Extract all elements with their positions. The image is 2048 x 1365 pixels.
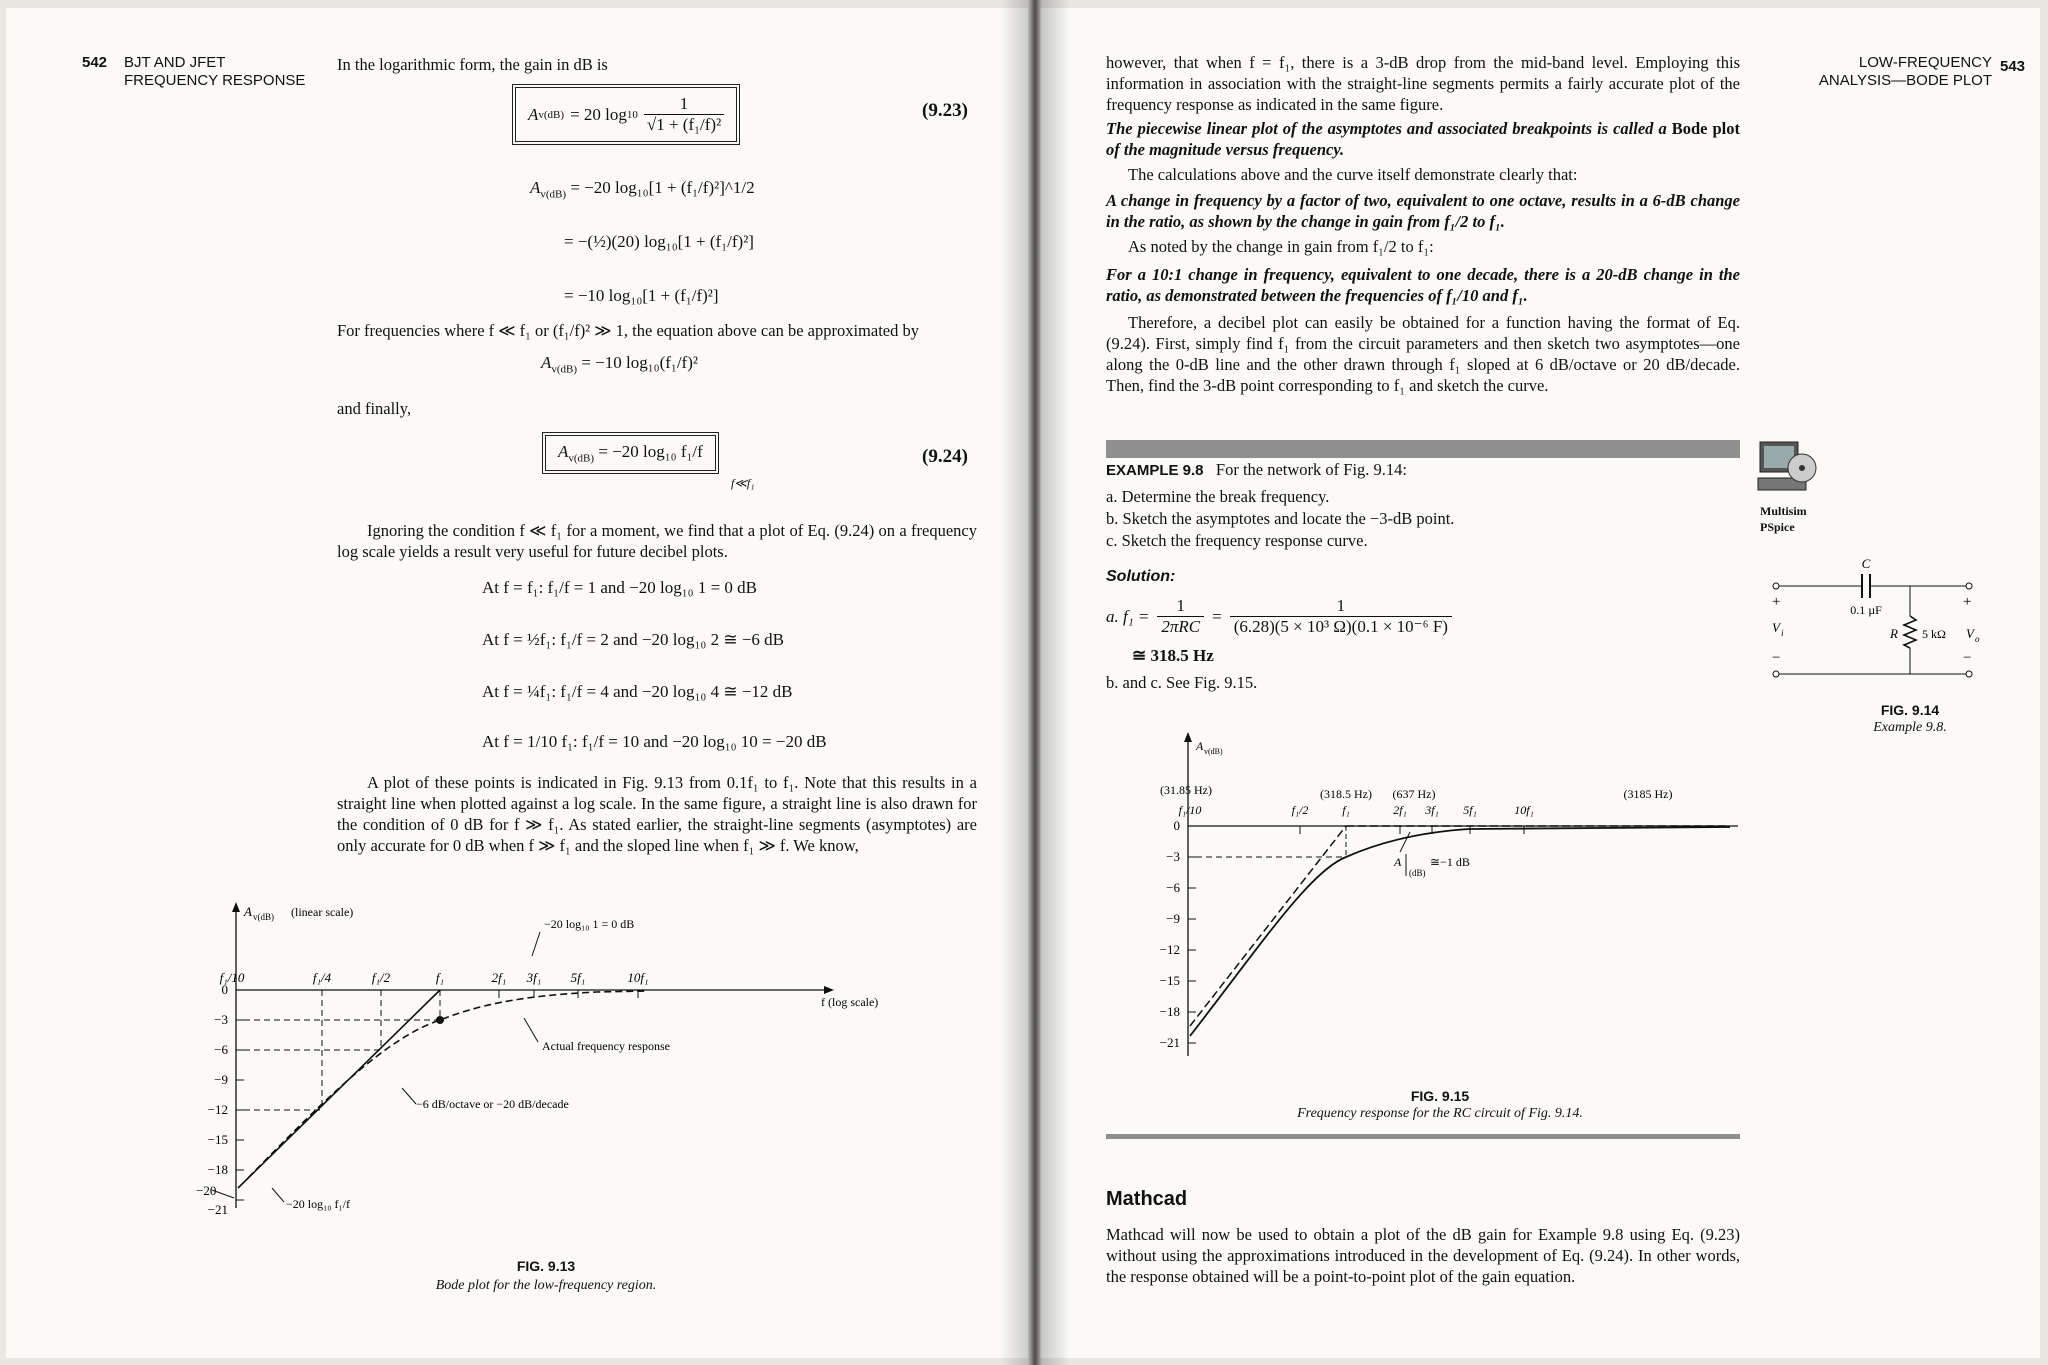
x-tick-label: f₁/10: [219, 970, 245, 985]
fig-9-13-caption-title: FIG. 9.13: [516, 1258, 576, 1274]
derivation-line-2: = −(½)(20) log₁₀[1 + (f₁/f)²]: [564, 232, 754, 251]
cap-label: C: [1861, 558, 1871, 571]
multisim-label: Multisim: [1760, 504, 1807, 518]
eq-symbol: A: [528, 104, 539, 124]
x-tick-label: 5f₁: [1463, 803, 1477, 817]
output-terminal-top: [1966, 583, 1972, 589]
eq-subscript: v(dB): [538, 108, 565, 121]
y-tick-extra: −20: [196, 1183, 217, 1198]
decade-statement: For a 10:1 change in frequency, equivalent to one decade, there is a 20-dB change in the ratio, as demonstrated between the frequencies of f₁/10 and f₁.: [1106, 265, 1740, 305]
annotation-leader: [272, 1188, 284, 1202]
annotation-value: ≅−1 dB: [1430, 855, 1470, 869]
section-divider: [1106, 1134, 1740, 1139]
cap-value: 0.1 µF: [1850, 603, 1882, 617]
y-tick-label: 0: [221, 982, 228, 997]
equation-9-23: A v(dB) = 20 log 10 $\frac{1}{\text{√1 + (f₁/f)²}}$: [512, 84, 740, 145]
y-label-sub: v(dB): [1204, 747, 1223, 756]
annotation-av-sub: (dB): [1409, 868, 1426, 878]
eq-denominator: √1 + (f₁/f)²: [644, 114, 724, 135]
annotation-leader: [532, 932, 540, 956]
equation-number-9-23: (9.23): [922, 100, 968, 121]
res-value: 5 kΩ: [1922, 627, 1946, 641]
x-tick-label: f₁/10: [1178, 803, 1202, 817]
annotation-low: −20 log₁₀ f₁/f: [286, 1197, 350, 1211]
y-tick-label: −9: [1166, 911, 1180, 926]
def-italic: The piecewise linear plot of the asymptotes and associated breakpoints is called a: [1106, 119, 1667, 138]
running-head-line: FREQUENCY RESPONSE: [124, 72, 306, 89]
x-tick-label: f₁: [435, 970, 445, 985]
fig-9-14-circuit: [1770, 558, 1990, 688]
y-axis-arrow: [232, 902, 240, 912]
frac-den: (6.28)(5 × 10³ Ω)(0.1 × 10⁻⁶ F): [1230, 616, 1452, 637]
solution-b: b. and c. See Fig. 9.15.: [1106, 673, 1258, 692]
y-tick-label: −21: [1159, 1035, 1180, 1050]
annotation-leader: [402, 1088, 416, 1104]
page-number-right: 543: [2000, 58, 2026, 75]
input-terminal-bottom: [1773, 671, 1779, 677]
eq-numerator: 1: [679, 94, 689, 113]
octave-statement: A change in frequency by a factor of two, equivalent to one octave, results in a 6-dB change in the ratio, as shown by the change in gain from f₁/2 to f₁.: [1106, 191, 1740, 231]
x-tick-label: f₁/2: [371, 970, 391, 985]
y-tick-label: −18: [1159, 1004, 1180, 1019]
fig-9-14-caption-sub: Example 9.8.: [1873, 720, 1947, 735]
y-ticks: [236, 1020, 244, 1200]
y-tick-label: −6: [214, 1042, 228, 1057]
annotation-actual: Actual frequency response: [542, 1039, 670, 1053]
at-line-2: At f = ½f₁: f₁/f = 2 and −20 log₁₀ 2 ≅ −6 dB: [482, 630, 784, 649]
frac-den: 2πRC: [1157, 616, 1204, 637]
solution-label: Solution:: [1106, 568, 1176, 585]
y-label: A: [1196, 739, 1204, 753]
breakpoint-dot: [436, 1016, 444, 1024]
x-tick-label: 3f₁: [1425, 803, 1439, 817]
y-tick-label: −9: [214, 1072, 228, 1087]
frac-num: 1: [1176, 596, 1185, 615]
y-axis-arrow: [1184, 732, 1192, 742]
x-tick-label: 2f₁: [491, 970, 507, 985]
res-label: R: [1890, 626, 1898, 641]
frac-num: 1: [1336, 596, 1346, 615]
fig-9-15-caption-sub: Frequency response for the RC circuit of Fig. 9.14.: [1297, 1106, 1583, 1121]
annotation-av: A: [1394, 855, 1402, 869]
y-tick-label: −18: [207, 1162, 228, 1177]
fig-9-15-plot: [1110, 726, 1750, 1076]
mathcad-paragraph: Mathcad will now be used to obtain a plot of the dB gain for Example 9.8 using Eq. (9.23) without using the approximations introduced in the development of Eq. (9.24). In other words, the response obtained will be a point-to-point plot of the gain equation.: [1106, 1225, 1740, 1286]
equation-9-24: $A_{v(dB)} = -20$ log₁₀ f₁/f: [542, 432, 719, 474]
annotation-leader: [1400, 832, 1410, 852]
book-gutter: [1000, 0, 1070, 1365]
running-head-line: ANALYSIS—BODE PLOT: [1818, 72, 1992, 89]
right-page: [1040, 8, 2040, 1358]
x-axis-arrow: [824, 986, 834, 994]
running-head-right: [1780, 54, 1992, 90]
y-label: A: [244, 904, 252, 919]
plot-paragraph: A plot of these points is indicated in Fig. 9.13 from 0.1f₁ to f₁. Note that this results in a straight line when plotted against a log scale. In the same figure, a straight line is also drawn for the condition of 0 dB for f ≫ f₁. As stated earlier, the straight-line segments (asymptotes) are only accurate for 0 dB when f ≫ f₁ and the sloped line when f₁ ≫ f. We know,: [337, 773, 977, 855]
resistor: [1904, 616, 1916, 648]
solution-a: a. f₁ = 1 2πRC = $\frac{1}{\text{(6.28)(5 × 10³ Ω)(0.1 × 10⁻⁶ F)}}$: [1106, 596, 1452, 637]
asymptote-line: [1190, 826, 1346, 1026]
x-tick-label: 3f₁: [526, 970, 542, 985]
y-label-note: (linear scale): [291, 905, 354, 919]
y-label-sub: v(dB): [253, 912, 274, 922]
y-tick-label: −15: [1159, 973, 1180, 988]
x-tick-label: 2f₁: [1393, 803, 1407, 817]
y-tick-label: −3: [1166, 849, 1180, 864]
example-item: b. Sketch the asymptotes and locate the −3-dB point.: [1106, 509, 1455, 528]
eq-rhs: = 20 log: [570, 104, 627, 124]
sol-prefix: a. f₁ =: [1106, 606, 1150, 626]
minus-sign: −: [1963, 650, 1972, 666]
approx-text: For frequencies where f ≪ f₁ or (f₁/f)² ≫ 1, the equation above can be approximated by: [337, 321, 919, 340]
bode-definition: [1106, 118, 1740, 160]
derivation-line-1: $A_{v(dB)} = -20$ log₁₀[1 + (f₁/f)²]^1/2: [530, 178, 755, 201]
freq-label: (3185 Hz): [1623, 787, 1673, 801]
y-tick-label: −12: [1159, 942, 1180, 957]
x-label: f (log scale): [821, 995, 879, 1009]
y-tick-label: −3: [214, 1012, 228, 1027]
y-tick-label: −15: [207, 1132, 228, 1147]
input-terminal-top: [1773, 583, 1779, 589]
x-tick-label: 10f₁: [627, 970, 649, 985]
equation-number-9-24: (9.24): [922, 446, 968, 467]
plus-sign: +: [1963, 594, 1972, 610]
at-line-1: At f = f₁: f₁/f = 1 and −20 log₁₀ 1 = 0 dB: [482, 578, 758, 597]
approx-eq-text: = −10 log₁₀(f₁/f)²: [581, 353, 698, 372]
running-head-line: LOW-FREQUENCY: [1858, 54, 1992, 71]
eq924-rhs: = −20 log₁₀ f₁/f: [598, 442, 703, 461]
mathcad-heading: Mathcad: [1106, 1188, 1188, 1210]
ignoring-paragraph: Ignoring the condition f ≪ f₁ for a moment, we find that a plot of Eq. (9.24) on a frequency log scale yields a result very useful for future decibel plots.: [337, 521, 977, 561]
y-tick-label: −12: [207, 1102, 228, 1117]
pspice-label: PSpice: [1760, 520, 1795, 534]
running-head-line: BJT AND JFET: [124, 54, 226, 71]
approx-equation: $A_{v(dB)} = -10$ log₁₀(f₁/f)²: [541, 353, 698, 376]
fig-9-14-caption-title: FIG. 9.14: [1880, 702, 1940, 718]
def-tail: of the magnitude versus frequency.: [1106, 140, 1345, 159]
page-number-left: 542: [82, 54, 108, 71]
and-finally-text: and finally,: [337, 399, 412, 418]
example-label: EXAMPLE 9.8: [1106, 462, 1204, 479]
fig-9-13-caption-sub: Bode plot for the low-frequency region.: [435, 1278, 657, 1293]
multisim-computer-icon: [1756, 440, 1820, 500]
eq924-condition: f≪f₁: [731, 476, 755, 490]
freq-label: (637 Hz): [1392, 787, 1436, 801]
at-line-3: At f = ¼f₁: f₁/f = 4 and −20 log₁₀ 4 ≅ −12 dB: [482, 682, 793, 701]
vout-sub: o: [1975, 634, 1980, 644]
x-tick-label: f₁/4: [312, 970, 332, 985]
annotation-leader: [524, 1018, 538, 1042]
therefore-paragraph: Therefore, a decibel plot can easily be obtained for a function having the format of Eq. (9.24). First, simply find f₁ from the circuit parameters and then sketch two asymptotes—one along the 0-dB line and the other drawn through f₁ sloped at 6 dB/octave or 20 dB/decade. Then, find the 3-dB point corresponding to f₁ and sketch the curve.: [1106, 313, 1740, 395]
example-heading: [1106, 460, 1407, 480]
y-ticks: [1188, 857, 1196, 1043]
derivation-text: = −20 log₁₀[1 + (f₁/f)²]^1/2: [570, 178, 755, 197]
example-item: c. Sketch the frequency response curve.: [1106, 531, 1368, 550]
vin-label: V: [1772, 620, 1780, 635]
solution-result: ≅ 318.5 Hz: [1132, 646, 1214, 665]
x-tick-label: f₁/2: [1291, 803, 1309, 817]
actual-response-curve: [248, 991, 646, 1178]
fig-9-15-caption-title: FIG. 9.15: [1410, 1088, 1470, 1104]
at-line-4: At f = 1/10 f₁: f₁/f = 10 and −20 log₁₀ 10 = −20 dB: [482, 732, 827, 751]
freq-label: (318.5 Hz): [1320, 787, 1372, 801]
running-head-left: [124, 54, 305, 90]
noted-text: As noted by the change in gain from f₁/2 to f₁:: [1128, 237, 1434, 256]
vout-label: V: [1966, 626, 1974, 641]
example-intro: For the network of Fig. 9.14:: [1215, 460, 1408, 479]
y-tick-label: −21: [207, 1202, 228, 1217]
calc-text: The calculations above and the curve itself demonstrate clearly that:: [1128, 165, 1578, 184]
example-item: a. Determine the break frequency.: [1106, 487, 1330, 506]
x-tick-label: f₁: [1342, 803, 1350, 817]
guide-lines: [244, 990, 440, 1110]
minus-sign: −: [1772, 650, 1781, 666]
derivation-line-3: = −10 log₁₀[1 + (f₁/f)²]: [564, 286, 719, 305]
vin-sub: i: [1781, 628, 1784, 638]
plus-sign: +: [1772, 594, 1781, 610]
intro-text: In the logarithmic form, the gain in dB is: [337, 55, 608, 74]
output-terminal-bottom: [1966, 671, 1972, 677]
y-tick-label: 0: [1173, 818, 1180, 833]
example-bar: [1106, 440, 1740, 458]
annotation-slope: −6 dB/octave or −20 dB/decade: [416, 1097, 569, 1111]
x-tick-label: 5f₁: [570, 970, 586, 985]
annotation-zero-db: −20 log₁₀ 1 = 0 dB: [544, 917, 635, 931]
x-tick-label: 10f₁: [1514, 803, 1534, 817]
fig-9-13-plot: [176, 898, 896, 1228]
def-bold: Bode plot: [1671, 119, 1741, 138]
left-page: [6, 8, 1028, 1358]
para-however: however, that when f = f₁, there is a 3-dB drop from the mid-band level. Employing this information in association with the straight-line segments permits a fairly accurate plot of the frequency response as indicated in the same figure.: [1106, 53, 1740, 114]
x-small-ticks: [1300, 826, 1524, 834]
freq-label: (31.85 Hz): [1160, 783, 1212, 797]
y-tick-label: −6: [1166, 880, 1180, 895]
